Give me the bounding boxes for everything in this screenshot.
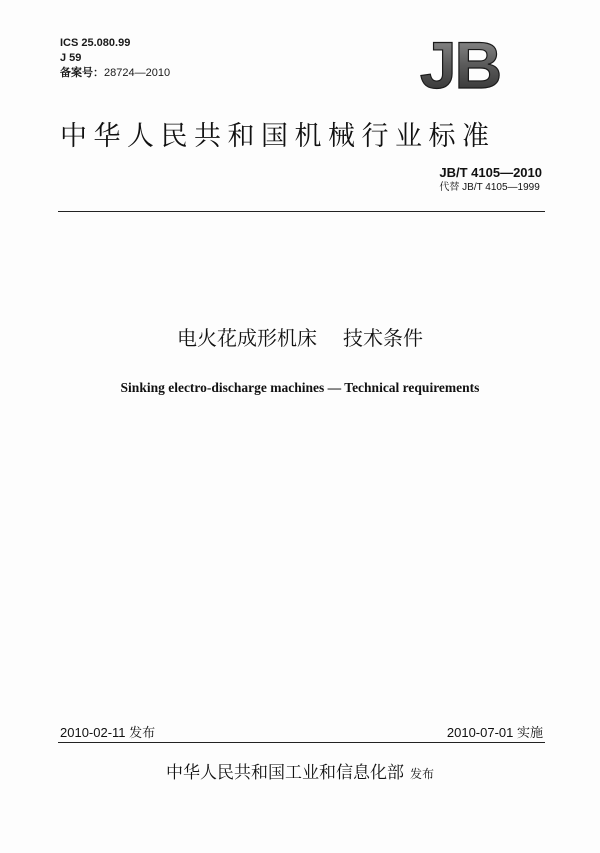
english-title: Sinking electro-discharge machines — Technical requirements <box>120 380 480 395</box>
jb-logo <box>405 34 515 92</box>
record-number <box>60 66 170 81</box>
record-label: 备案号： <box>60 67 104 79</box>
standard-code-block <box>439 164 542 195</box>
ics-code: ICS 25.080.99 <box>60 37 131 49</box>
record-value: 28724—2010 <box>104 67 171 79</box>
replaced-standard: 代替 JB/T 4105—1999 <box>439 182 540 193</box>
issue-date: 2010-02-11 发布 <box>60 725 156 740</box>
chinese-title-main: 电火花成形机床 <box>177 326 317 350</box>
publisher-suffix: 发布 <box>409 767 434 781</box>
class-code: J 59 <box>60 52 82 64</box>
chinese-title <box>0 322 600 351</box>
publisher <box>0 758 600 783</box>
publisher-name: 中华人民共和国工业和信息化部 <box>165 763 404 783</box>
bottom-divider <box>58 742 545 743</box>
chinese-title-sub: 技术条件 <box>343 326 423 350</box>
jb-logo-text: JB <box>419 34 501 92</box>
top-divider <box>58 211 545 212</box>
standard-type-heading: 中华人民共和国机械行业标准 <box>60 121 496 152</box>
classification-block <box>60 36 170 81</box>
implementation-date: 2010-07-01 实施 <box>446 725 543 740</box>
jb-logo-graphic <box>405 34 515 92</box>
standard-number: JB/T 4105—2010 <box>439 165 542 180</box>
